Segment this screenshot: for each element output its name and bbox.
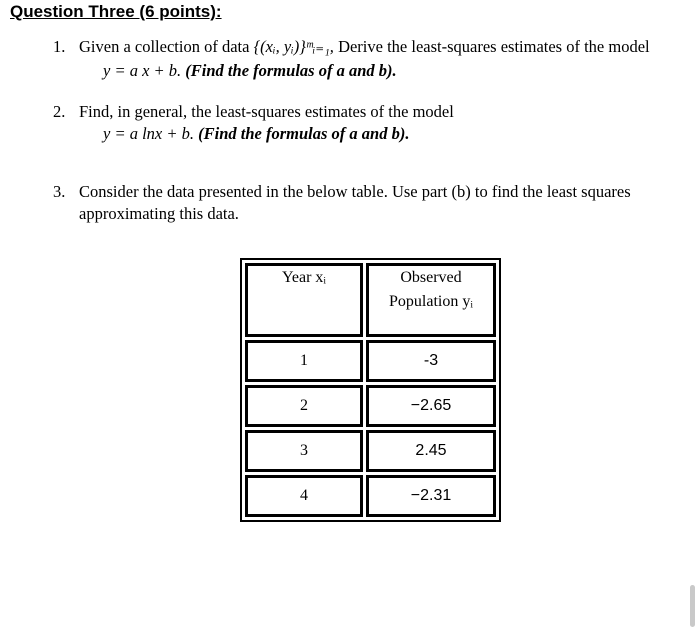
question-2: [0, 101, 700, 151]
population-cell: −2.65: [366, 385, 496, 427]
year-cell: 4: [245, 475, 363, 517]
year-column-header: Year xᵢ: [245, 263, 363, 337]
table-row: [245, 340, 496, 382]
year-cell: 3: [245, 430, 363, 472]
data-table: [240, 258, 501, 522]
table-header-row: [245, 263, 496, 337]
population-cell: −2.31: [366, 475, 496, 517]
question-3: [0, 181, 700, 231]
population-cell: -3: [366, 340, 496, 382]
question-heading: Question Three (6 points):: [10, 2, 222, 21]
population-cell: 2.45: [366, 430, 496, 472]
question-1: [0, 36, 700, 86]
question-3-text-line-2: approximating this data.: [79, 204, 239, 223]
question-2-instruction: (Find the formulas of a and b).: [198, 124, 410, 143]
question-3-text-line-1: Consider the data presented in the below table. Use part (b) to find the least squares: [79, 182, 631, 201]
linear-model-equation: y = a x + b.: [103, 61, 182, 80]
table-row: [245, 385, 496, 427]
question-1-number: 1.: [53, 37, 66, 56]
question-1-task: Derive the least-squares estimates of the model: [338, 37, 650, 56]
year-cell: 2: [245, 385, 363, 427]
question-2-number: 2.: [53, 102, 66, 121]
year-cell: 1: [245, 340, 363, 382]
table-row: [245, 430, 496, 472]
question-1-intro: Given a collection of data: [79, 37, 250, 56]
question-2-text: Find, in general, the least-squares estimates of the model: [79, 102, 454, 121]
question-1-instruction: (Find the formulas of a and b).: [185, 61, 397, 80]
population-column-header: Observed Population yᵢ: [366, 263, 496, 337]
table-row: [245, 475, 496, 517]
scrollbar[interactable]: [690, 585, 695, 627]
question-3-number: 3.: [53, 182, 66, 201]
log-model-equation: y = a lnx + b.: [103, 124, 194, 143]
data-set-expression: {(xᵢ, yᵢ)}ᵐᵢ₌₁,: [253, 37, 334, 56]
